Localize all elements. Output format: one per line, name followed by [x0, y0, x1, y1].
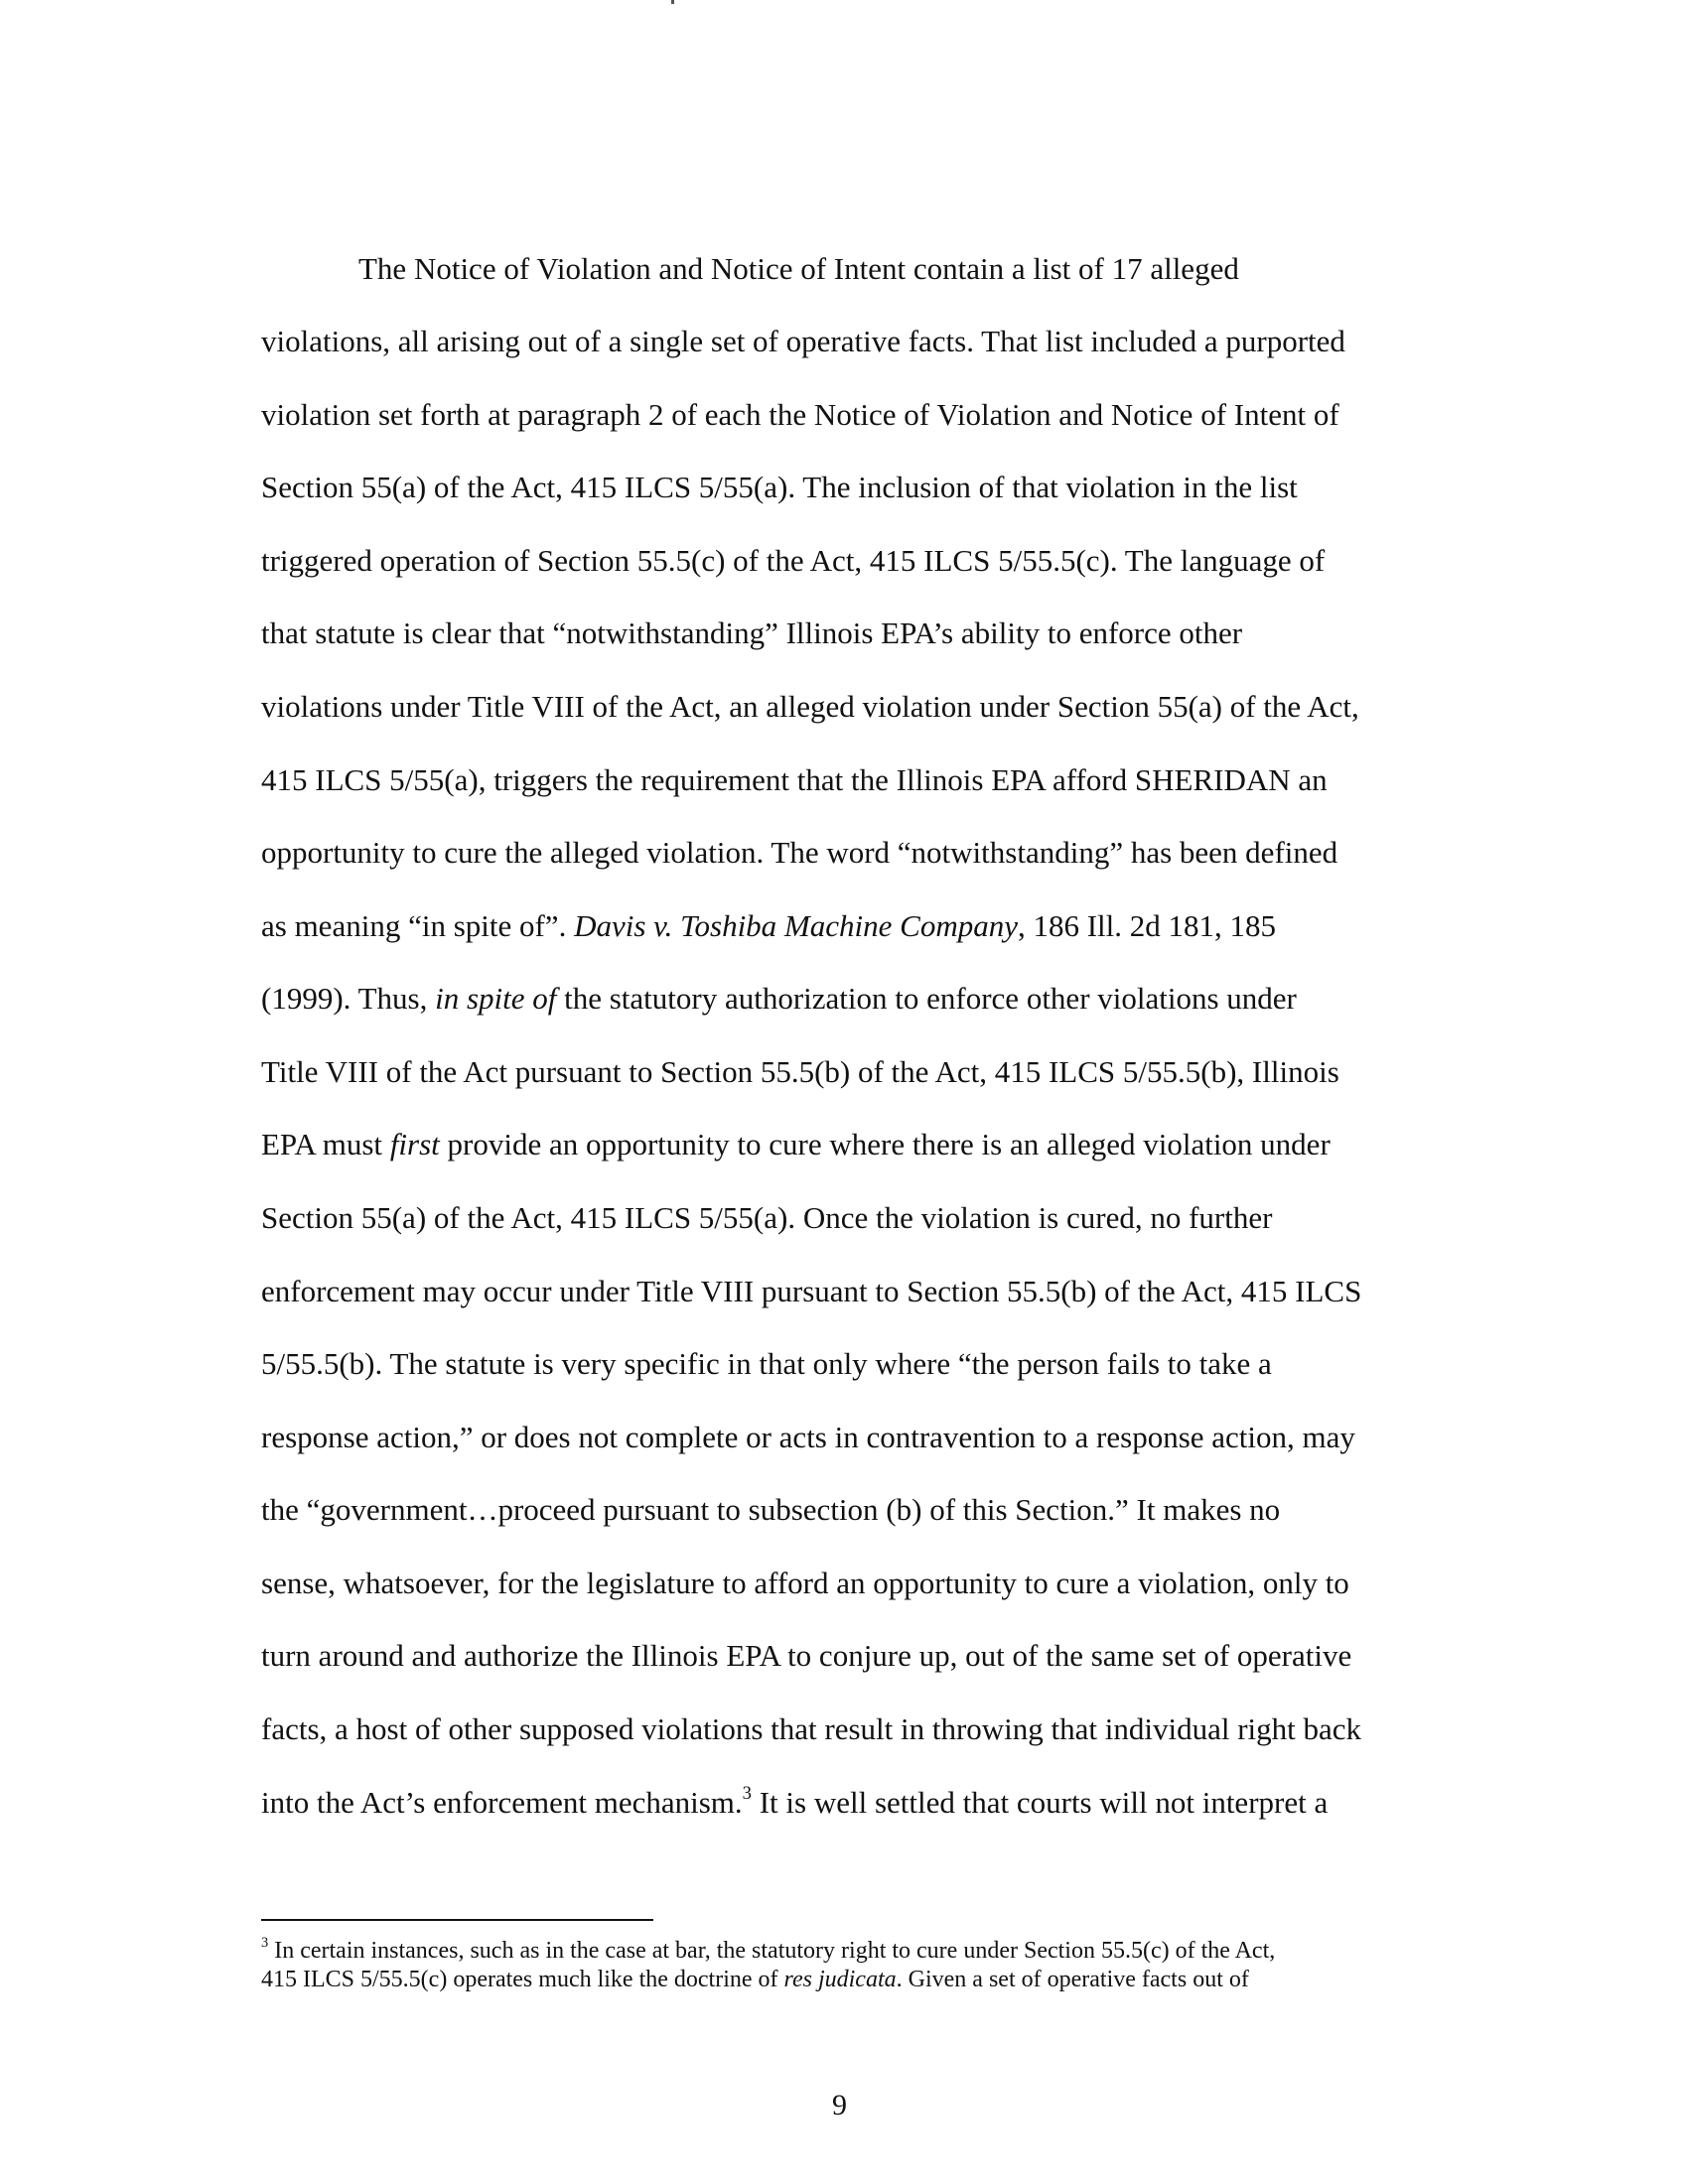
italic-emphasis: res judicata	[783, 1967, 897, 1992]
footnote-line	[261, 1965, 1249, 1994]
body-line: that statute is clear that “notwithstanding” Illinois EPA’s ability to enforce other	[261, 615, 1243, 650]
footnote-text-run: 415 ILCS 5/55.5(c) operates much like the doctrine of	[261, 1967, 784, 1992]
body-line: violations, all arising out of a single set of operative facts. That list included a purported	[261, 324, 1345, 358]
body-line: The Notice of Violation and Notice of Intent contain a list of 17 alleged	[358, 251, 1239, 286]
footnote-text-run: In certain instances, such as in the case at bar, the statutory right to cure under Section 55.5(c) of the Act,	[268, 1938, 1276, 1964]
body-line: opportunity to cure the alleged violation. The word “notwithstanding” has been defined	[261, 835, 1338, 870]
body-text-run: as meaning “in spite of”.	[261, 908, 575, 943]
body-line: turn around and authorize the Illinois EPA to conjure up, out of the same set of operative	[261, 1638, 1352, 1673]
body-text-run: EPA must	[261, 1127, 390, 1161]
italic-emphasis: in spite of	[435, 981, 557, 1016]
page-number: 9	[832, 2089, 847, 2121]
body-line: violation set forth at paragraph 2 of each the Notice of Violation and Notice of Intent of	[261, 397, 1339, 432]
body-text-run: , 186 Ill. 2d 181, 185	[1017, 908, 1277, 943]
case-citation: Davis v. Toshiba Machine Company	[574, 908, 1018, 943]
body-text-run: into the Act’s enforcement mechanism.	[261, 1785, 743, 1820]
body-line	[261, 1126, 1331, 1163]
body-line: violations under Title VIII of the Act, an alleged violation under Section 55(a) of the Act,	[261, 689, 1359, 724]
body-text-run: (1999). Thus,	[261, 981, 436, 1016]
body-text-run: It is well settled that courts will not interpret a	[751, 1785, 1329, 1820]
body-line: Section 55(a) of the Act, 415 ILCS 5/55(a). The inclusion of that violation in the list	[261, 470, 1298, 504]
body-line: facts, a host of other supposed violations that result in throwing that individual right back	[261, 1711, 1362, 1746]
body-line	[261, 980, 1297, 1018]
body-line: sense, whatsoever, for the legislature to afford an opportunity to cure a violation, only to	[261, 1566, 1349, 1600]
body-text-run: provide an opportunity to cure where there is an alleged violation under	[439, 1127, 1331, 1161]
scan-mark	[671, 0, 674, 4]
body-line: 415 ILCS 5/55(a), triggers the requirement that the Illinois EPA afford SHERIDAN an	[261, 762, 1328, 797]
body-line: Section 55(a) of the Act, 415 ILCS 5/55(a). Once the violation is cured, no further	[261, 1200, 1273, 1235]
footnote-line	[261, 1936, 1275, 1966]
body-line: triggered operation of Section 55.5(c) of the Act, 415 ILCS 5/55.5(c). The language of	[261, 543, 1326, 578]
body-line	[261, 1784, 1328, 1822]
footnote-marker: 3	[261, 1934, 269, 1951]
body-line: 5/55.5(b). The statute is very specific in that only where “the person fails to take a	[261, 1346, 1272, 1381]
italic-emphasis: first	[389, 1127, 440, 1161]
body-line: Title VIII of the Act pursuant to Section 55.5(b) of the Act, 415 ILCS 5/55.5(b), Illinois	[261, 1054, 1339, 1089]
footnote-reference[interactable]: 3	[742, 1782, 752, 1804]
footnote-text-run: . Given a set of operative facts out of	[896, 1967, 1249, 1992]
body-line: response action,” or does not complete or acts in contravention to a response action, may	[261, 1420, 1355, 1454]
body-line: the “government…proceed pursuant to subsection (b) of this Section.” It makes no	[261, 1492, 1281, 1527]
body-line	[261, 907, 1276, 945]
body-text-run: the statutory authorization to enforce other violations under	[556, 981, 1297, 1016]
footnote-separator	[261, 1919, 653, 1921]
body-line: enforcement may occur under Title VIII pursuant to Section 55.5(b) of the Act, 415 ILCS	[261, 1274, 1362, 1308]
